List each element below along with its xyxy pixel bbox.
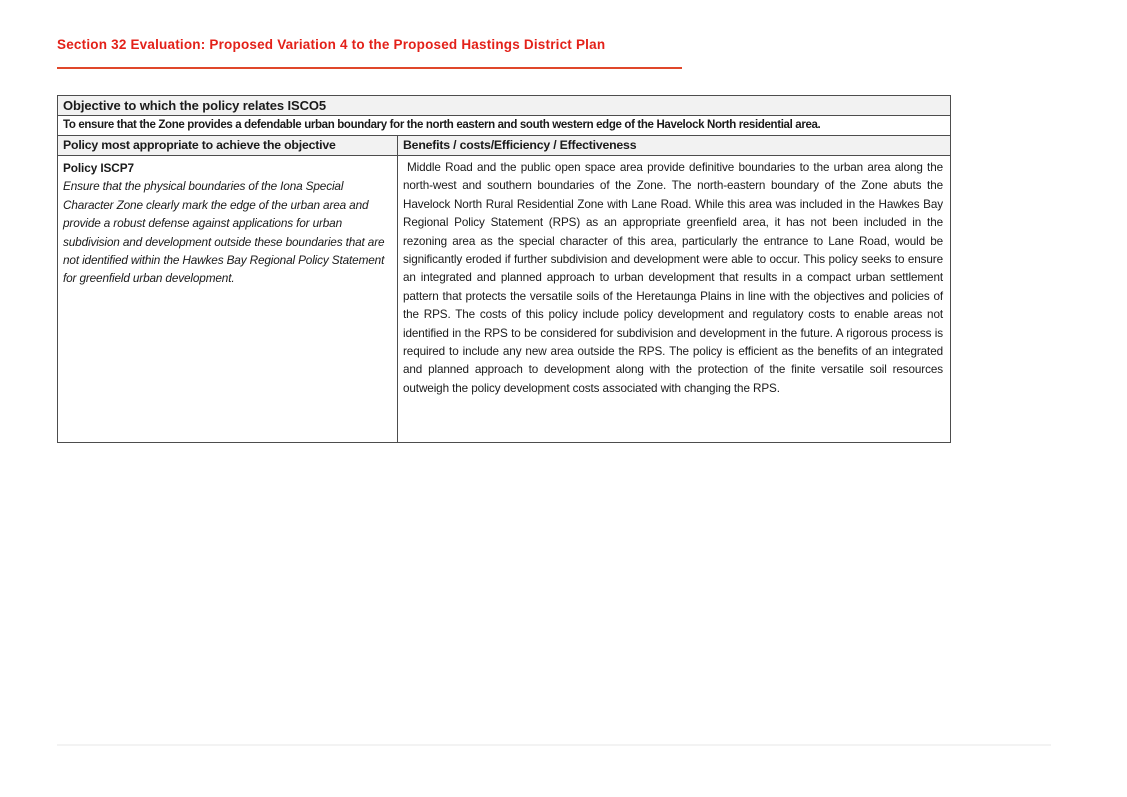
- content-row: [58, 156, 950, 442]
- benefits-column-header: Benefits / costs/Efficiency / Effectiveness: [403, 138, 637, 152]
- objective-statement-text: To ensure that the Zone provides a defendable urban boundary for the north eastern and south western edge of the Havelock North residential area.: [63, 119, 821, 131]
- evaluation-table: [57, 95, 951, 443]
- objective-header-label: Objective to which the policy relates ISCO5: [63, 98, 327, 113]
- page-break-divider: [57, 744, 1051, 746]
- benefits-analysis-text: Middle Road and the public open space area provide definitive boundaries to the urban area along the north-west and southern boundaries of the Zone. The north-eastern boundary of the Zone abuts the Havelock North Rural Residential Zone with Lane Road. While this area was included in the Hawkes Bay Regional Policy Statement (RPS) as an appropriate greenfield area, it has not been included in the rezoning area as the special character of this area, particularly the entrance to Lane Road, would be significantly eroded if further subdivision and development were able to occur. This policy seeks to ensure an integrated and planned approach to urban development that results in a compact urban settlement pattern that protects the versatile soils of the Heretaunga Plains in line with the objectives and policies of the RPS. The costs of this policy include policy development and regulatory costs to enable areas not identified in the RPS to be considered for subdivision and development in the future. A rigorous process is required to include any new area outside the RPS. The policy is efficient as the benefits of an integrated and planned approach to development along with the protection of the finite versatile soil resources outweigh the policy development costs associated with changing the RPS.: [403, 161, 943, 395]
- objective-statement-row: [58, 116, 950, 136]
- column-header-row: [58, 136, 950, 156]
- title-underline-rule: [57, 67, 682, 69]
- policy-column-header: Policy most appropriate to achieve the objective: [58, 136, 398, 155]
- policy-cell: [58, 156, 398, 442]
- objective-header-row: [58, 96, 950, 116]
- policy-name: Policy ISCP7: [63, 161, 134, 175]
- policy-description: Ensure that the physical boundaries of the Iona Special Character Zone clearly mark the edge of the urban area and provide a robust defense against applications for urban subdivision and development outside these boundaries that are not identified within the Hawkes Bay Regional Policy Statement for greenfield urban development.: [63, 179, 385, 286]
- document-title: Section 32 Evaluation: Proposed Variation 4 to the Proposed Hastings District Plan: [57, 37, 606, 52]
- benefits-cell: [398, 156, 950, 442]
